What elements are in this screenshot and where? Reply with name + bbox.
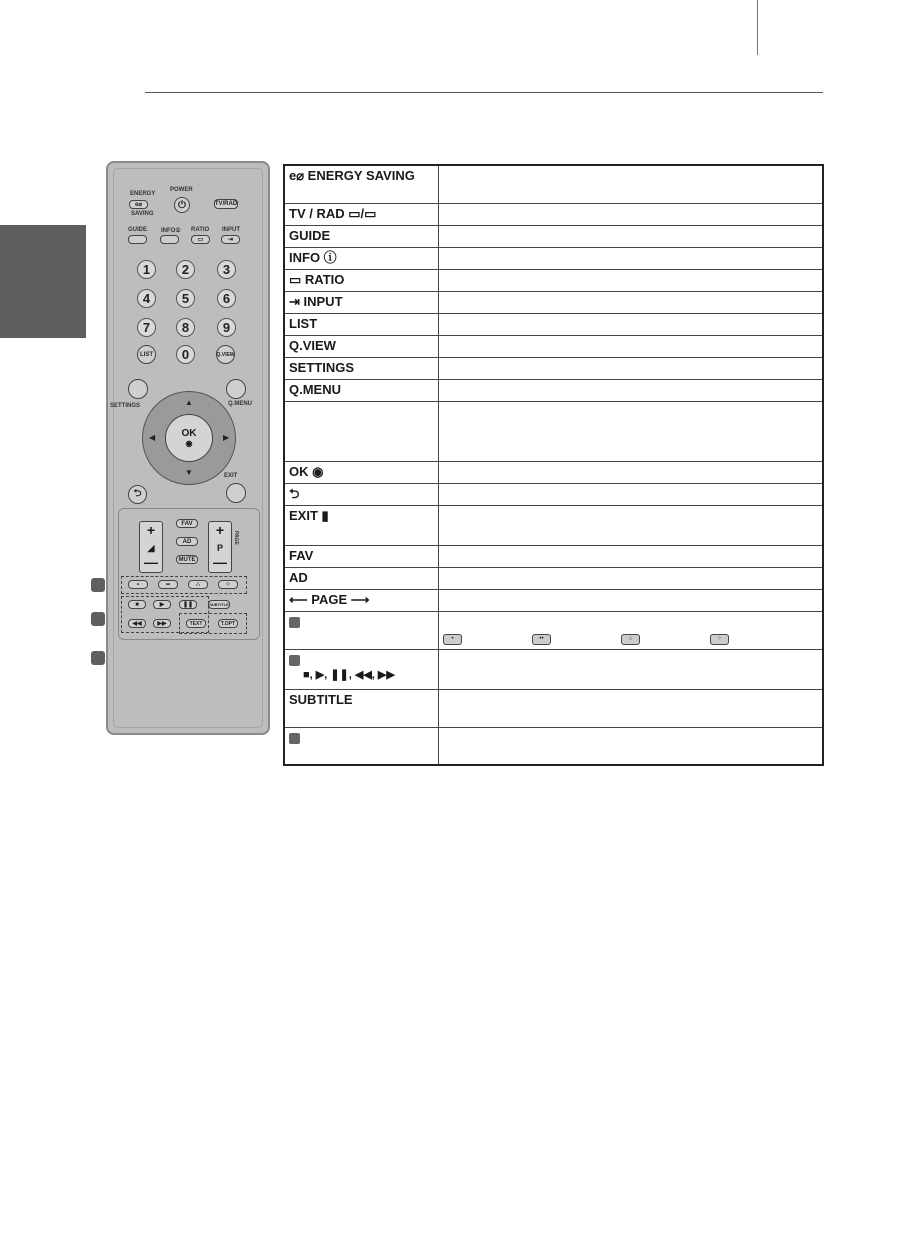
topt-button: T.OPT — [218, 619, 238, 628]
energy-saving-button: e⌀ — [129, 200, 148, 209]
yellow-button: ∴ — [188, 580, 208, 589]
button-reference-table — [283, 164, 824, 766]
program-rocker: + P — — [208, 521, 232, 573]
fav-button: FAV — [176, 519, 198, 528]
back-icon: ⮌ — [128, 485, 147, 504]
input-icon: ⇥ — [221, 235, 240, 244]
table-row — [284, 483, 823, 505]
settings-label: SETTINGS — [110, 403, 141, 409]
table-row: ⟵ PAGE ⟶ — [284, 589, 823, 611]
ok-button: OK ◉ — [165, 414, 213, 462]
table-row: TV / RAD ▭/▭ — [284, 203, 823, 225]
ratio-icon: ▭ — [191, 235, 210, 244]
qmenu-button — [226, 379, 246, 399]
table-row: ■, ▶, ❚❚, ◀◀, ▶▶ — [284, 649, 823, 689]
info-button — [160, 235, 179, 244]
settings-button — [128, 379, 148, 399]
input-label: INPUT — [222, 227, 240, 233]
subtitle-button: SUBTITLE — [209, 602, 229, 607]
right-arrow-icon: ▶ — [223, 433, 230, 442]
table-row: ⇥ INPUT — [284, 291, 823, 313]
ad-button: AD — [176, 537, 198, 546]
num-5: 5 — [176, 289, 195, 308]
table-row: AD — [284, 567, 823, 589]
power-label: POWER — [170, 187, 193, 193]
mute-button: MUTE — [176, 555, 198, 564]
num-6: 6 — [217, 289, 236, 308]
table-row: SETTINGS — [284, 357, 823, 379]
exit-door-icon: ▮ — [317, 507, 329, 523]
list-button: LIST — [137, 345, 156, 364]
red-button-icon: • — [443, 634, 462, 645]
num-3: 3 — [217, 260, 236, 279]
table-row: GUIDE — [284, 225, 823, 247]
callout-marker-3-icon — [289, 733, 300, 744]
input-icon: ⇥ — [289, 293, 304, 309]
ratio-icon: ▭ — [289, 271, 305, 287]
ok-dot-icon: ◉ — [308, 463, 324, 479]
num-8: 8 — [176, 318, 195, 337]
blue-button: ⁘ — [218, 580, 238, 589]
left-arrow-icon: ◀ — [149, 433, 156, 442]
page-label: PAGE — [233, 531, 239, 545]
guide-button — [128, 235, 147, 244]
tvrad-button: TV/RAD — [214, 201, 238, 207]
header-rule — [145, 92, 823, 93]
callout-marker-1-icon — [289, 617, 300, 628]
green-button-icon: •• — [532, 634, 551, 645]
yellow-button-icon: ∴ — [621, 634, 640, 645]
energy-label: ENERGY — [130, 191, 156, 197]
page-right-arrow-icon: ⟶ — [347, 591, 370, 607]
text-button: TEXT — [186, 619, 206, 628]
table-row: SUBTITLE — [284, 689, 823, 727]
table-row: OK ◉ — [284, 461, 823, 483]
ratio-label: RATIO — [191, 227, 210, 233]
table-row: e⌀ ENERGY SAVING — [284, 165, 823, 203]
navigation-pad — [142, 391, 236, 485]
ok-dot-icon: ◉ — [185, 439, 193, 448]
table-row: EXIT ▮ — [284, 505, 823, 545]
info-label: INFO① — [161, 228, 181, 234]
remote-control-illustration — [106, 161, 270, 735]
callout-marker-3 — [91, 651, 105, 665]
up-arrow-icon: ▲ — [185, 398, 193, 407]
power-icon: ⏻ — [174, 197, 190, 213]
energy-icon: e⌀ — [289, 168, 308, 183]
info-icon: ⓘ — [320, 249, 337, 265]
table-row — [284, 727, 823, 765]
table-row: LIST — [284, 313, 823, 335]
table-row: INFO ⓘ — [284, 247, 823, 269]
callout-marker-1 — [91, 578, 105, 592]
qview-button: Q.VIEW — [216, 345, 235, 364]
back-icon: ⮌ — [284, 483, 439, 505]
num-9: 9 — [217, 318, 236, 337]
table-row — [284, 401, 823, 461]
table-row: FAV — [284, 545, 823, 567]
callout-marker-2-icon — [289, 655, 300, 666]
fast-forward-icon: ▶▶ — [153, 619, 171, 628]
pause-icon: ❚❚ — [179, 600, 197, 609]
saving-label: SAVING — [131, 211, 154, 217]
page-left-arrow-icon: ⟵ — [289, 591, 312, 607]
callout-marker-2 — [91, 612, 105, 626]
num-0: 0 — [176, 345, 195, 364]
table-row: Q.VIEW — [284, 335, 823, 357]
num-7: 7 — [137, 318, 156, 337]
fold-line — [757, 0, 758, 55]
chapter-tab — [0, 225, 86, 338]
exit-button — [226, 483, 246, 503]
green-button: •• — [158, 580, 178, 589]
stop-icon: ■ — [128, 600, 146, 609]
num-2: 2 — [176, 260, 195, 279]
down-arrow-icon: ▼ — [185, 468, 193, 477]
qmenu-label: Q.MENU — [228, 401, 252, 407]
play-icon: ▶ — [153, 600, 171, 609]
rewind-icon: ◀◀ — [128, 619, 146, 628]
blue-button-icon: ⁘ — [710, 634, 729, 645]
table-row: Q.MENU — [284, 379, 823, 401]
table-row: ▭ RATIO — [284, 269, 823, 291]
red-button: • — [128, 580, 148, 589]
tv-radio-icon: ▭/▭ — [344, 205, 377, 221]
table-row — [284, 611, 823, 649]
num-4: 4 — [137, 289, 156, 308]
lower-panel — [118, 508, 260, 640]
volume-rocker: + ◢ — — [139, 521, 163, 573]
guide-label: GUIDE — [128, 227, 148, 233]
num-1: 1 — [137, 260, 156, 279]
exit-label: EXIT — [224, 473, 238, 479]
